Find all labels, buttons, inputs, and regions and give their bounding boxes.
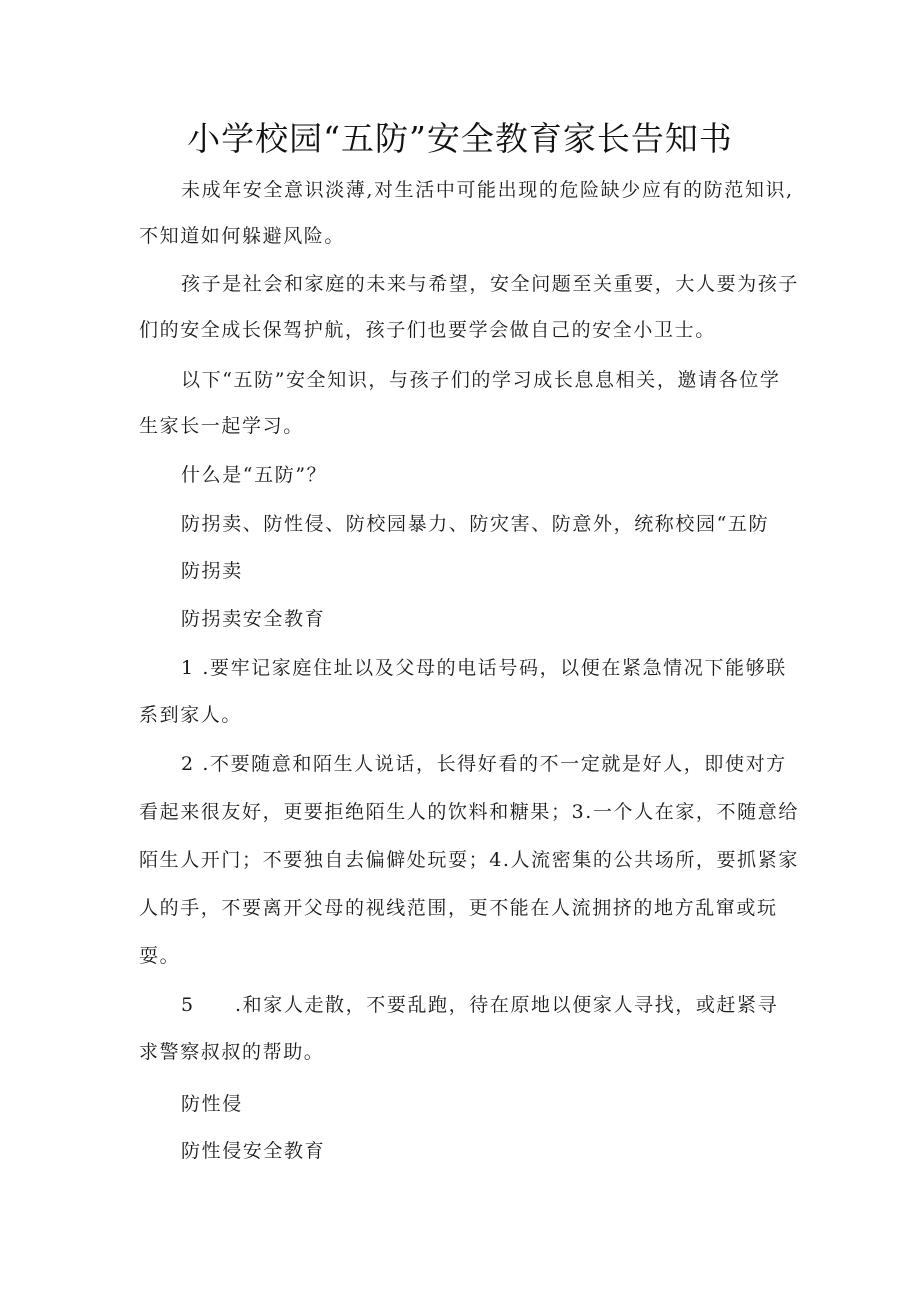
list-item-line: 2 .不要随意和陌生人说话，长得好看的不一定就是好人，即使对方	[181, 753, 787, 775]
list-item-line: 看起来很友好，更要拒绝陌生人的饮料和糖果；3.一个人在家，不随意给	[139, 801, 799, 823]
paragraph-line: 生家长一起学习。	[139, 415, 304, 437]
list-item-line: 人的手，不要离开父母的视线范围，更不能在人流拥挤的地方乱窜或玩	[139, 897, 778, 919]
paragraph-line: 孩子是社会和家庭的未来与希望，安全问题至关重要，大人要为孩子	[181, 273, 800, 295]
list-item-line: 陌生人开门；不要独自去偏僻处玩耍；4.人流密集的公共场所，要抓紧家	[139, 849, 799, 871]
section-question: 什么是“五防”？	[181, 464, 328, 486]
document-title: 小学校园“五防”安全教育家长告知书	[187, 119, 733, 158]
list-item-line: 耍。	[139, 945, 181, 967]
paragraph-line: 不知道如何躲避风险。	[139, 225, 346, 247]
subsection-heading: 防性侵安全教育	[181, 1140, 326, 1162]
subsection-heading: 防拐卖安全教育	[181, 608, 326, 630]
paragraph-line: 未成年安全意识淡薄,对生活中可能出现的危险缺少应有的防范知识,	[181, 179, 794, 201]
section-heading: 防性侵	[181, 1093, 243, 1115]
paragraph-line: 们的安全成长保驾护航，孩子们也要学会做自己的安全小卫士。	[139, 319, 716, 341]
list-item-line: 求警察叔叔的帮助。	[139, 1041, 325, 1063]
list-item-line: 1 .要牢记家庭住址以及父母的电话号码，以便在紧急情况下能够联	[181, 657, 787, 679]
list-item-line: 系到家人。	[139, 704, 243, 726]
paragraph-line: 防拐卖、防性侵、防校园暴力、防灾害、防意外，统称校园“五防	[181, 513, 770, 535]
paragraph-line: 以下“五防”安全知识，与孩子们的学习成长息息相关，邀请各位学	[181, 369, 781, 391]
list-item-text: .和家人走散，不要乱跑，待在原地以便家人寻找，或赶紧寻	[235, 994, 779, 1016]
section-heading: 防拐卖	[181, 560, 243, 582]
list-item-number: 5	[181, 994, 195, 1016]
list-item-line	[181, 991, 778, 1019]
